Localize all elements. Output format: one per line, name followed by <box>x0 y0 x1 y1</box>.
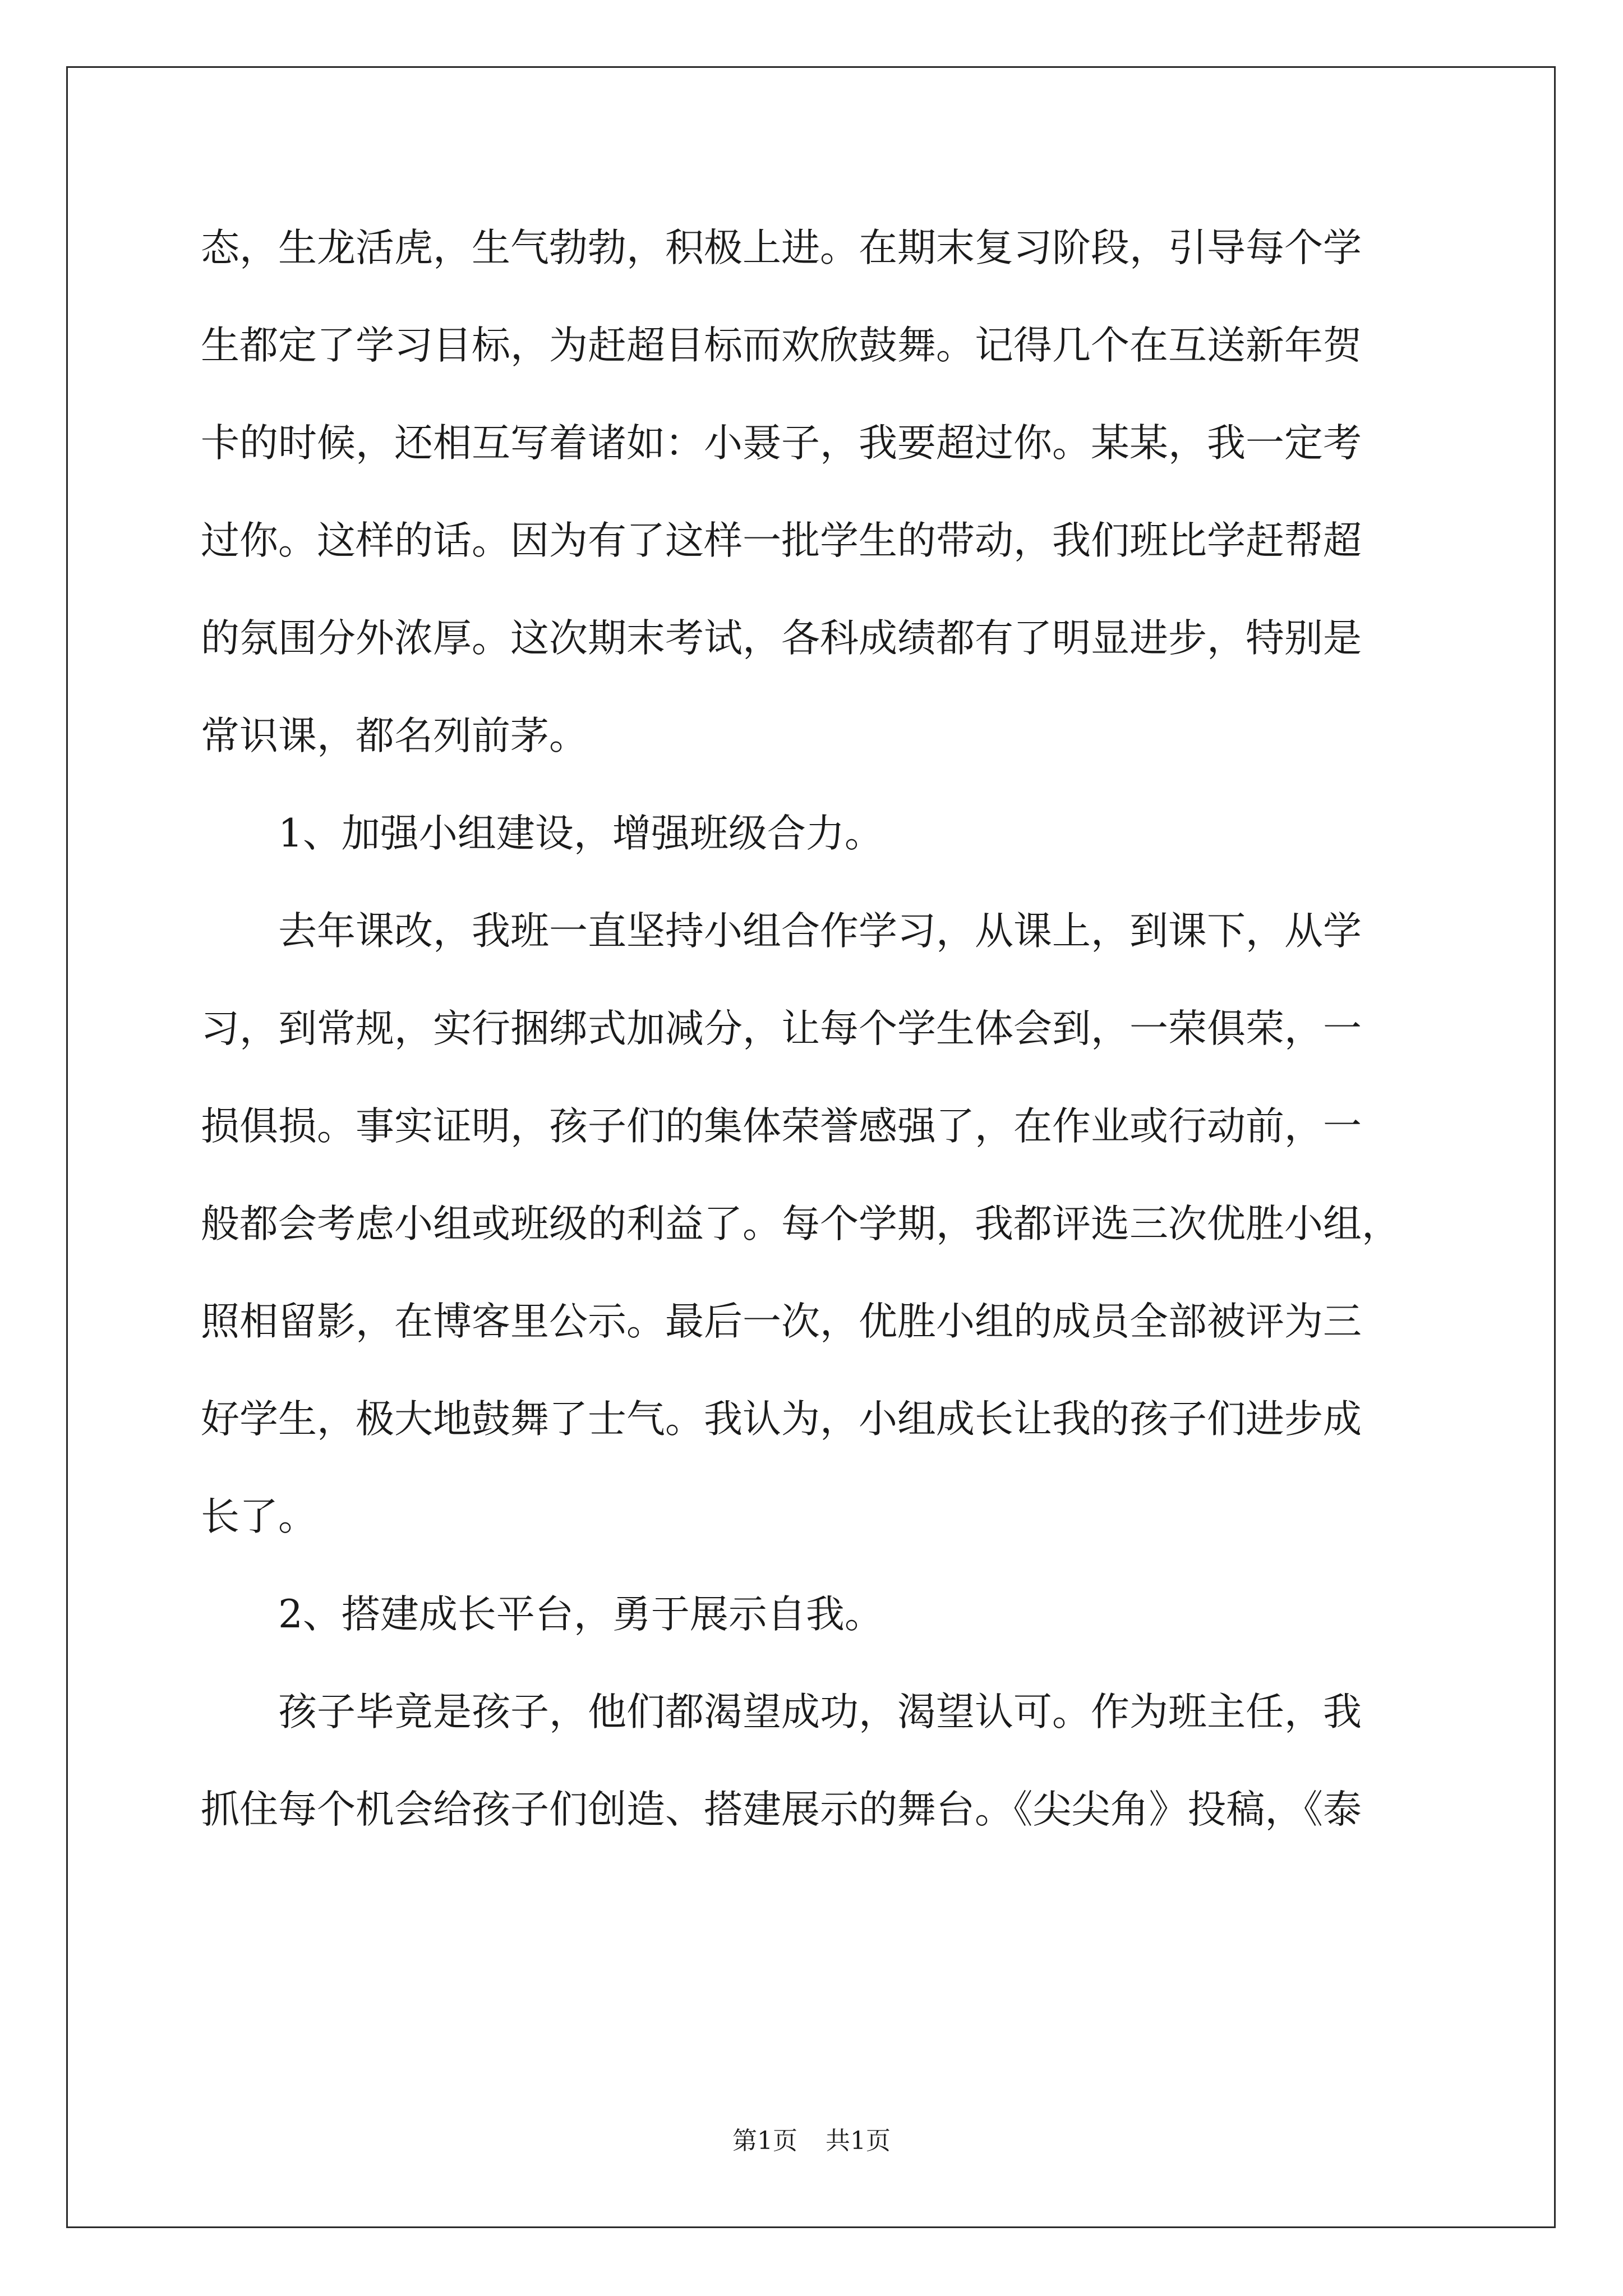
text-line-16: 孩子毕竟是孩子，他们都渴望成功，渴望认可。作为班主任，我 <box>278 1690 1362 1734</box>
text-line-5: 的氛围分外浓厚。这次期末考试，各科成绩都有了明显进步，特别是 <box>201 616 1362 661</box>
page-number: 第1页 <box>732 2127 797 2155</box>
text-line-9: 习，到常规，实行捆绑式加减分，让每个学生体会到，一荣俱荣，一 <box>201 1006 1362 1051</box>
page-total: 共1页 <box>826 2127 891 2155</box>
section-heading-2: 2、搭建成长平台，勇于展示自我。 <box>278 1592 883 1637</box>
document-body <box>201 199 1435 1858</box>
page-footer <box>0 2124 1623 2158</box>
text-line-14: 长了。 <box>201 1494 317 1539</box>
section-heading-1: 1、加强小组建设，增强班级合力。 <box>278 811 883 856</box>
text-line-4: 过你。这样的话。因为有了这样一批学生的带动，我们班比学赶帮超 <box>201 518 1362 563</box>
text-line-10: 损俱损。事实证明，孩子们的集体荣誉感强了，在作业或行动前，一 <box>201 1104 1362 1149</box>
text-line-8: 去年课改，我班一直坚持小组合作学习，从课上，到课下，从学 <box>278 909 1362 954</box>
text-line-11: 般都会考虑小组或班级的利益了。每个学期，我都评选三次优胜小组， <box>201 1202 1400 1246</box>
text-line-1: 态，生龙活虎，生气勃勃，积极上进。在期末复习阶段，引导每个学 <box>201 226 1362 270</box>
text-line-3: 卡的时候，还相互写着诸如：小聂子，我要超过你。某某，我一定考 <box>201 421 1362 466</box>
text-line-2: 生都定了学习目标，为赶超目标而欢欣鼓舞。记得几个在互送新年贺 <box>201 323 1362 368</box>
text-line-17: 抓住每个机会给孩子们创造、搭建展示的舞台。《尖尖角》投稿，《泰 <box>201 1787 1362 1832</box>
text-line-13: 好学生，极大地鼓舞了士气。我认为，小组成长让我的孩子们进步成 <box>201 1397 1362 1442</box>
text-line-6: 常识课，都名列前茅。 <box>201 714 588 758</box>
text-line-12: 照相留影，在博客里公示。最后一次，优胜小组的成员全部被评为三 <box>201 1299 1362 1344</box>
